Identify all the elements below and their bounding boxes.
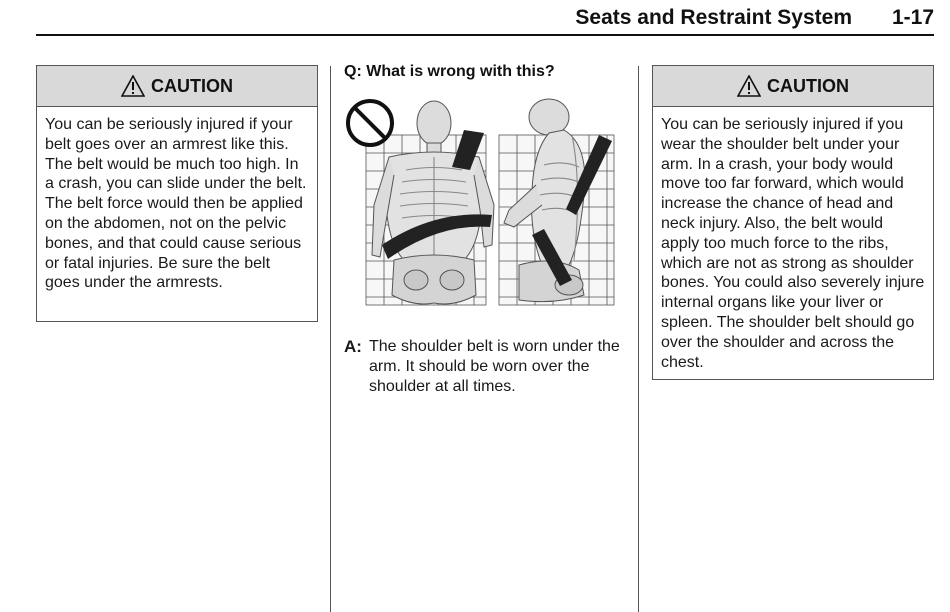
column-divider-left <box>330 66 331 612</box>
column-divider-right <box>638 66 639 612</box>
answer-block <box>344 337 624 397</box>
caution-label: CAUTION <box>767 75 849 96</box>
answer-label: A: <box>344 337 362 356</box>
caution-label: CAUTION <box>151 75 233 96</box>
page-header <box>36 0 934 36</box>
seatbelt-illustration <box>344 95 624 310</box>
answer-text: The shoulder belt is worn under the arm. It should be worn over the shoulder at all times. <box>369 338 620 395</box>
caution-header <box>37 66 317 107</box>
caution-header <box>653 66 933 107</box>
caution-box-right <box>652 65 934 380</box>
page-number: 1-17 <box>891 6 934 29</box>
section-title: Seats and Restraint System <box>575 6 852 29</box>
caution-box-left <box>36 65 318 322</box>
caution-text: You can be seriously injured if your belt goes over an armrest like this. The belt would be much too high. In a crash, you can slide under the belt. The belt force would then be applied on the abdomen, not on the pelvic bones, and that could cause serious or fatal injuries. Be sure the belt goes under the armrests. <box>45 116 307 292</box>
question-heading: Q: What is wrong with this? <box>344 63 555 80</box>
caution-text: You can be seriously injured if you wear the shoulder belt under your arm. In a crash, your body would move too far forward, which would increase the chance of head and neck injury. Also, the belt would apply too much force to the ribs, which are not as strong as shoulder bones. You could also severely injure internal organs like your liver or spleen. The shoulder belt should go over the shoulder and across the chest. <box>661 116 925 371</box>
prohibition-icon <box>348 101 392 145</box>
warning-triangle-icon <box>121 75 145 97</box>
warning-triangle-icon <box>737 75 761 97</box>
